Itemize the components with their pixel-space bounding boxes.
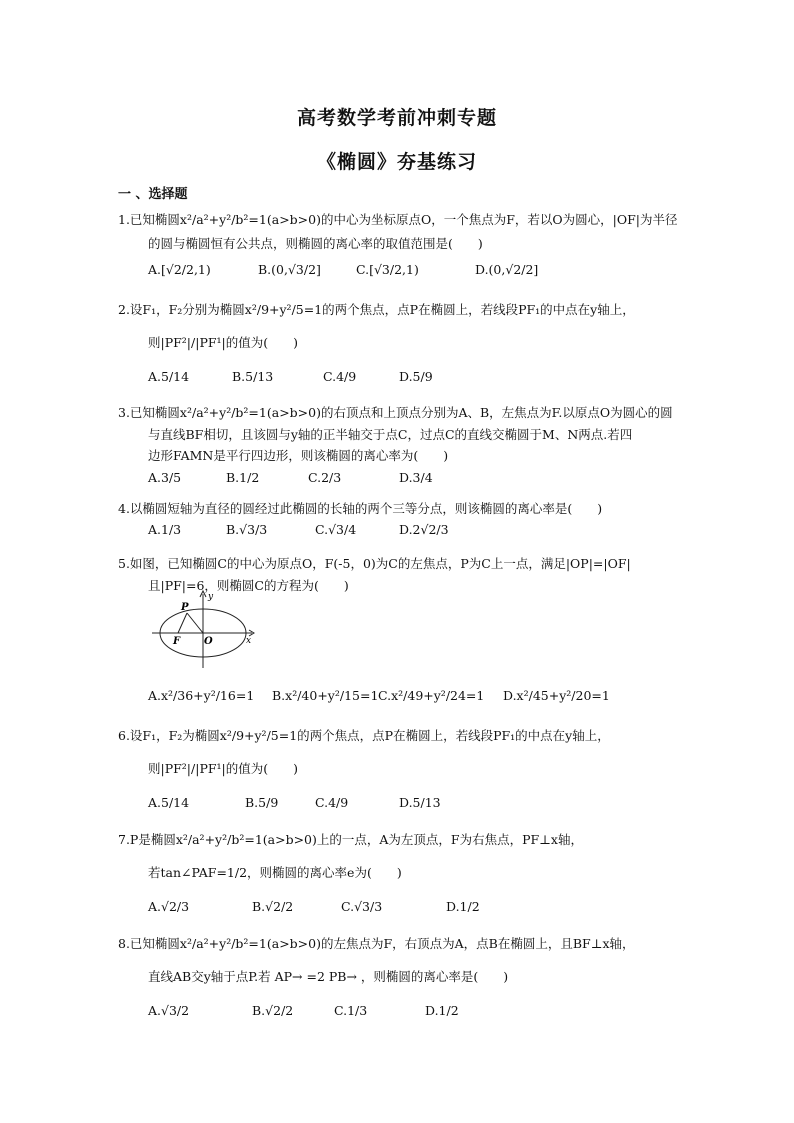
q4-option-c: C.√3/4 xyxy=(315,522,357,537)
q5-option-c: C.x²/49+y²/24=1 xyxy=(378,688,485,703)
q3-line-1: 3.已知椭圆x²/a²+y²/b²=1(a>b>0)的右顶点和上顶点分别为A、B，左焦点为F.以原点O为圆心的圆 xyxy=(118,405,673,420)
page-subtitle: 《椭圆》夯基练习 xyxy=(316,151,477,173)
origin-o-label: O xyxy=(204,636,213,647)
q5-line-1: 5.如图，已知椭圆C的中心为原点O，F(-5，0)为C的左焦点，P为C上一点，满足|OP|=|OF| xyxy=(118,556,631,571)
q2-option-c: C.4/9 xyxy=(323,369,357,384)
q4-option-d: D.2√2/3 xyxy=(399,522,449,537)
point-f-label: F xyxy=(173,636,181,647)
q7-line-2: 若tan∠PAF=1/2，则椭圆的离心率e为( ) xyxy=(148,865,402,880)
q2-option-d: D.5/9 xyxy=(399,369,433,384)
q8-line-2: 直线AB交y轴于点P.若 AP→ =2 PB→ ，则椭圆的离心率是( ) xyxy=(148,969,509,984)
q1-option-c: C.[√3/2,1) xyxy=(356,262,419,277)
segment-po xyxy=(187,613,203,633)
q7-option-d: D.1/2 xyxy=(446,899,480,914)
q3-option-a: A.3/5 xyxy=(148,470,182,485)
q5-option-b: B.x²/40+y²/15=1 xyxy=(272,688,379,703)
q5-option-d: D.x²/45+y²/20=1 xyxy=(503,688,610,703)
q6-line-2: 则|PF²|/|PF¹|的值为( ) xyxy=(148,761,299,776)
q1-line-1: 1.已知椭圆x²/a²+y²/b²=1(a>b>0)的中心为坐标原点O，一个焦点为F，若以O为圆心，|OF|为半径 xyxy=(118,212,678,227)
q2-line-1: 2.设F₁，F₂分别为椭圆x²/9+y²/5=1的两个焦点，点P在椭圆上，若线段PF₁的中点在y轴上， xyxy=(118,302,635,317)
section-heading: 一 、选择题 xyxy=(118,187,188,202)
q3-option-d: D.3/4 xyxy=(399,470,433,485)
page-title: 高考数学考前冲刺专题 xyxy=(296,107,497,129)
q6-option-a: A.5/14 xyxy=(148,795,190,810)
q3-line-3: 边形FAMN是平行四边形，则该椭圆的离心率为( ) xyxy=(148,448,449,463)
y-axis-label: y xyxy=(208,592,214,602)
q3-line-2: 与直线BF相切，且该圆与y轴的正半轴交于点C，过点C的直线交椭圆于M、N两点.若四 xyxy=(148,427,633,442)
q4-line-1: 4.以椭圆短轴为直径的圆经过此椭圆的长轴的两个三等分点，则该椭圆的离心率是( ) xyxy=(118,501,603,516)
q5-option-a: A.x²/36+y²/16=1 xyxy=(148,688,255,703)
q8-option-b: B.√2/2 xyxy=(252,1003,294,1018)
q7-option-a: A.√2/3 xyxy=(148,899,190,914)
q7-line-1: 7.P是椭圆x²/a²+y²/b²=1(a>b>0)上的一点，A为左顶点，F为右焦点，PF⊥x轴， xyxy=(118,832,583,847)
q2-option-b: B.5/13 xyxy=(232,369,274,384)
segment-pf xyxy=(178,613,187,633)
q1-option-a: A.[√2/2,1) xyxy=(148,262,211,277)
q3-option-c: C.2/3 xyxy=(308,470,342,485)
point-p-label: P xyxy=(181,602,189,613)
q1-option-b: B.(0,√3/2] xyxy=(258,262,321,277)
q7-option-b: B.√2/2 xyxy=(252,899,294,914)
q8-option-d: D.1/2 xyxy=(425,1003,459,1018)
x-axis-label: x xyxy=(246,636,252,646)
q6-line-1: 6.设F₁，F₂为椭圆x²/9+y²/5=1的两个焦点，点P在椭圆上，若线段PF₁的中点在y轴上， xyxy=(118,728,610,743)
ellipse-figure xyxy=(148,588,260,670)
q8-option-c: C.1/3 xyxy=(334,1003,368,1018)
q6-option-b: B.5/9 xyxy=(245,795,279,810)
q1-option-d: D.(0,√2/2] xyxy=(475,262,539,277)
q6-option-c: C.4/9 xyxy=(315,795,349,810)
q5-line-2: 且|PF|=6，则椭圆C的方程为( ) xyxy=(148,578,349,593)
q1-line-2: 的圆与椭圆恒有公共点，则椭圆的离心率的取值范围是( ) xyxy=(148,236,483,251)
q4-option-b: B.√3/3 xyxy=(226,522,268,537)
q2-line-2: 则|PF²|/|PF¹|的值为( ) xyxy=(148,335,299,350)
q7-option-c: C.√3/3 xyxy=(341,899,383,914)
q4-option-a: A.1/3 xyxy=(148,522,182,537)
q2-option-a: A.5/14 xyxy=(148,369,190,384)
q6-option-d: D.5/13 xyxy=(399,795,441,810)
q8-line-1: 8.已知椭圆x²/a²+y²/b²=1(a>b>0)的左焦点为F，右顶点为A，点B在椭圆上，且BF⊥x轴， xyxy=(118,936,635,951)
q3-option-b: B.1/2 xyxy=(226,470,260,485)
q8-option-a: A.√3/2 xyxy=(148,1003,190,1018)
